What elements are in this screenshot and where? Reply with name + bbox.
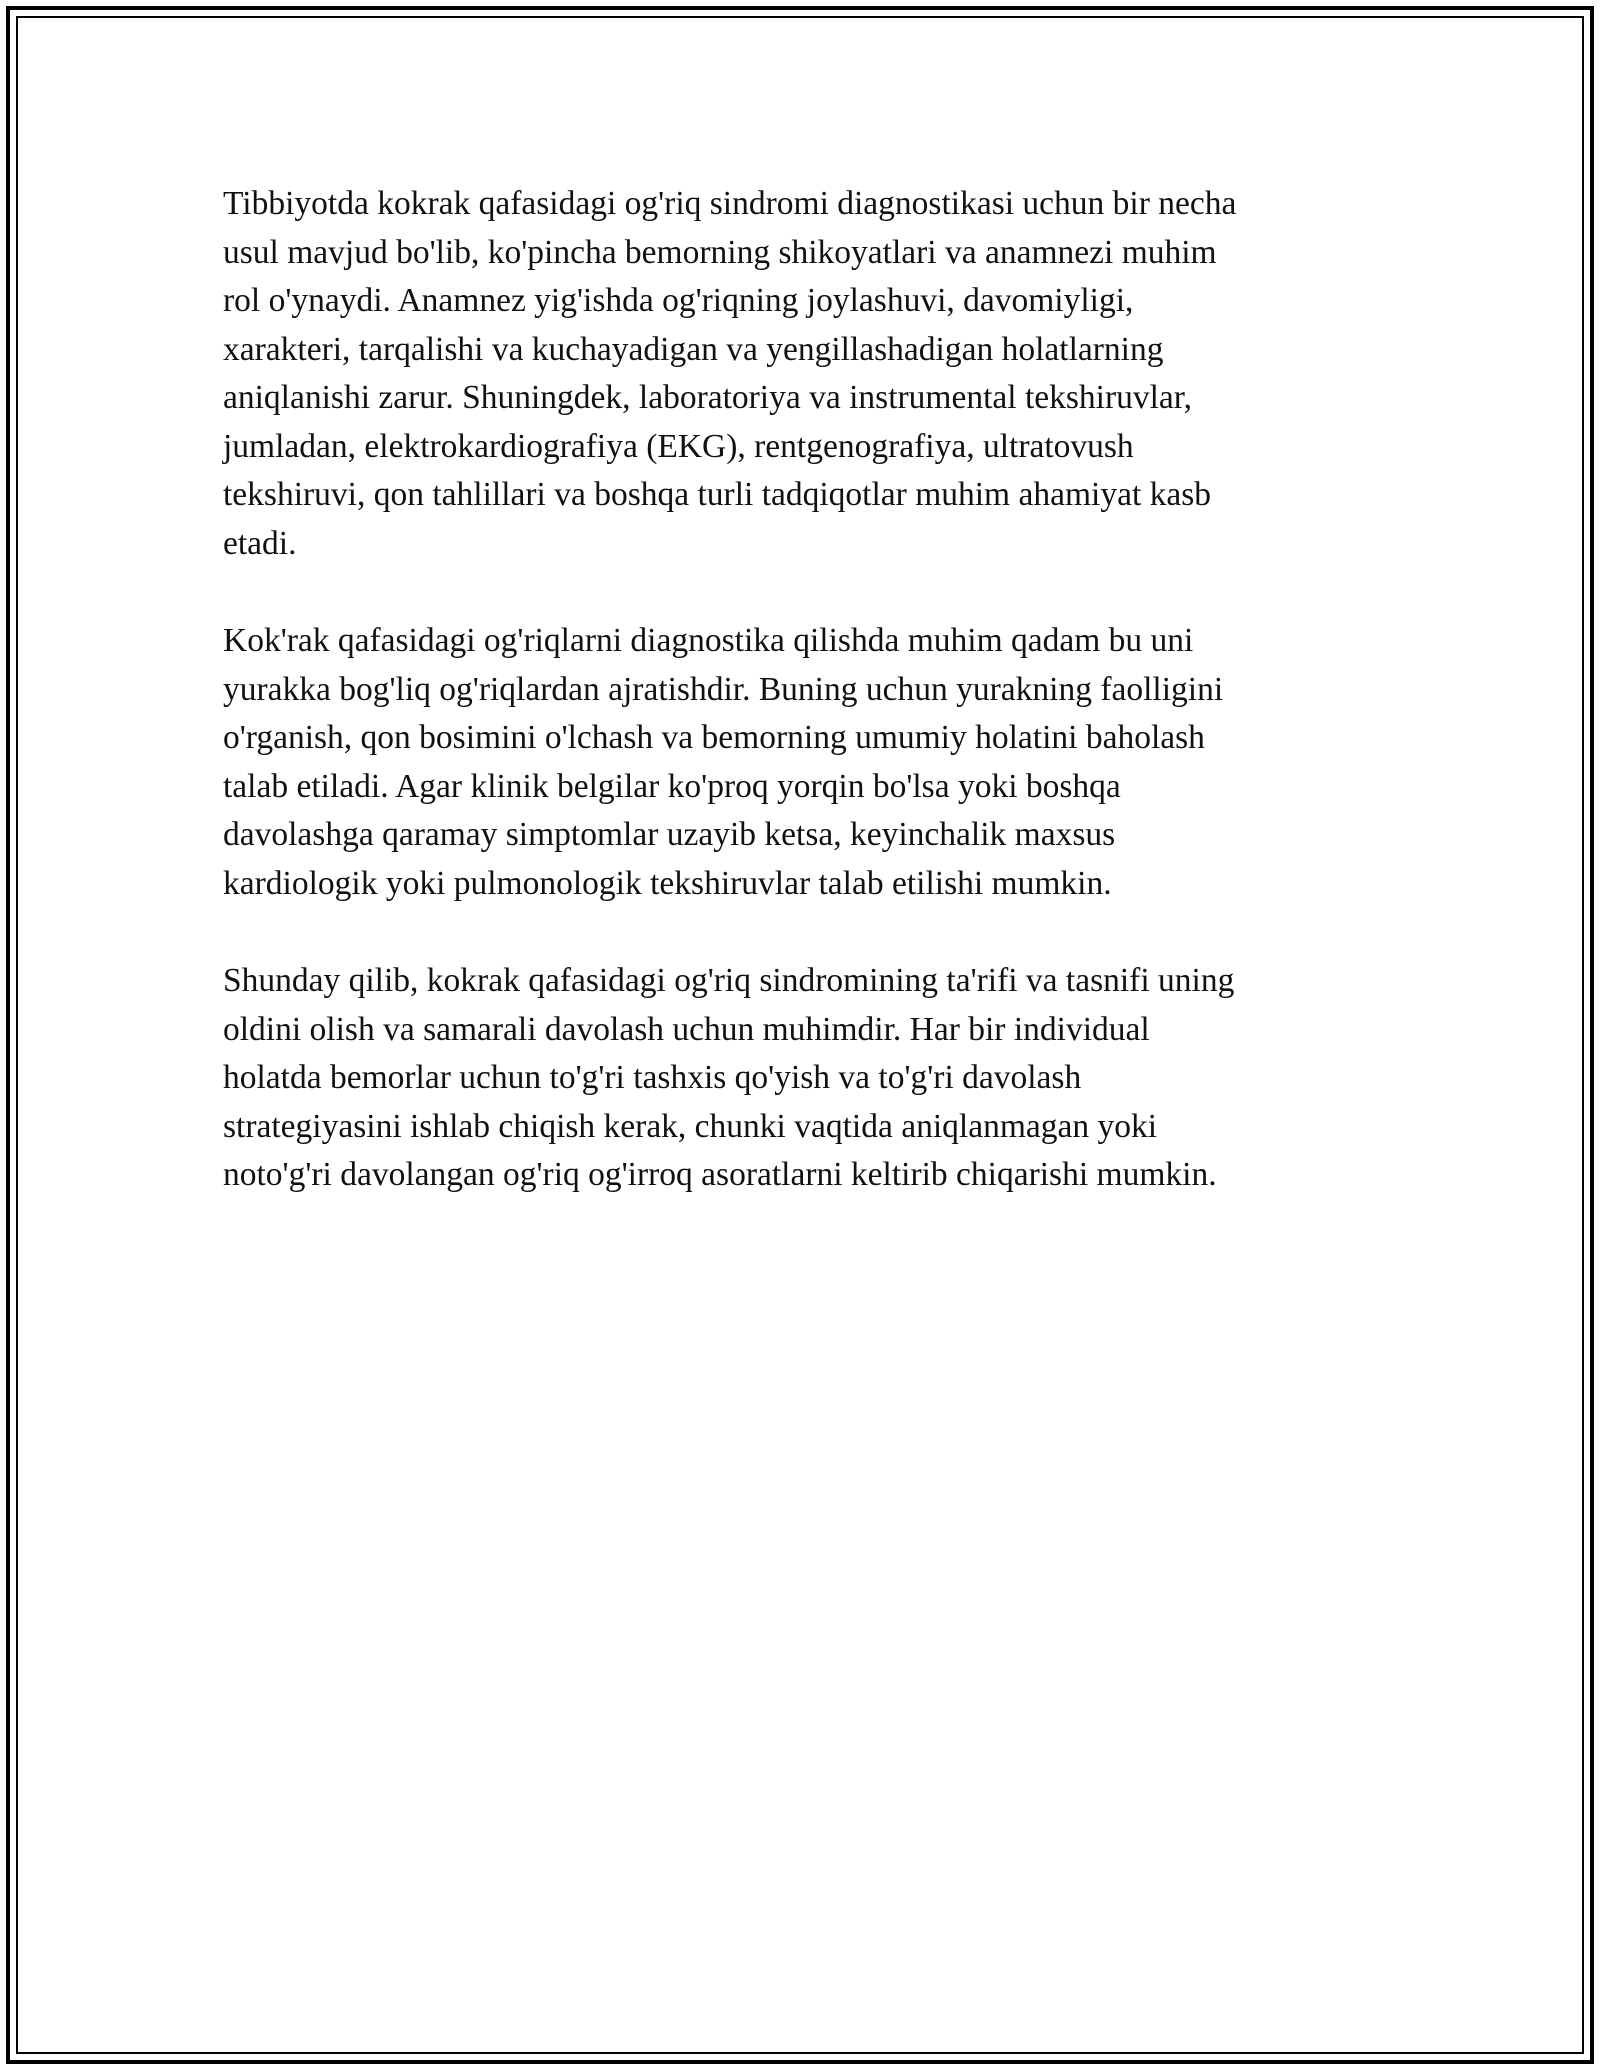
text-line: kardiologik yoki pulmonologik tekshiruvlar talab etilishi mumkin.: [223, 864, 1112, 902]
text-line: holatda bemorlar uchun to'g'ri tashxis qo'yish va to'g'ri davolash: [223, 1059, 1082, 1096]
text-line: oldini olish va samarali davolash uchun muhimdir. Har bir individual: [223, 1010, 1150, 1048]
paragraph-1: [223, 180, 1353, 568]
text-line: tekshiruvi, qon tahlillari va boshqa turli tadqiqotlar muhim ahamiyat kasb: [223, 476, 1212, 513]
text-line: davolashga qaramay simptomlar uzayib ketsa, keyinchalik maxsus: [223, 816, 1116, 853]
text-line: talab etiladi. Agar klinik belgilar ko'proq yorqin bo'lsa yoki boshqa: [223, 767, 1121, 805]
document-body: [223, 180, 1353, 1249]
paragraph-2: [223, 617, 1353, 908]
text-line: jumladan, elektrokardiografiya (EKG), rentgenografiya, ultratovush: [223, 427, 1134, 465]
text-line: Tibbiyotda kokrak qafasidagi og'riq sindromi diagnostikasi uchun bir necha: [223, 185, 1237, 222]
text-line: yurakka bog'liq og'riqlardan ajratishdir. Buning uchun yurakning faolligini: [223, 670, 1224, 708]
text-line: xarakteri, tarqalishi va kuchayadigan va yengillashadigan holatlarning: [223, 330, 1164, 368]
text-line: aniqlanishi zarur. Shuningdek, laboratoriya va instrumental tekshiruvlar,: [223, 379, 1192, 416]
text-line: rol o'ynaydi. Anamnez yig'ishda og'riqning joylashuvi, davomiyligi,: [223, 282, 1134, 319]
text-line: Shunday qilib, kokrak qafasidagi og'riq sindromining ta'rifi va tasnifi uning: [223, 962, 1235, 999]
text-line: etadi.: [223, 524, 297, 562]
text-line: Kok'rak qafasidagi og'riqlarni diagnostika qilishda muhim qadam bu uni: [223, 622, 1194, 659]
text-line: usul mavjud bo'lib, ko'pincha bemorning shikoyatlari va anamnezi muhim: [223, 233, 1217, 271]
text-line: noto'g'ri davolangan og'riq og'irroq asoratlarni keltirib chiqarishi mumkin.: [223, 1156, 1217, 1193]
text-line: o'rganish, qon bosimini o'lchash va bemorning umumiy holatini baholash: [223, 719, 1205, 756]
paragraph-3: [223, 957, 1353, 1200]
text-line: strategiyasini ishlab chiqish kerak, chunki vaqtida aniqlanmagan yoki: [223, 1107, 1158, 1145]
